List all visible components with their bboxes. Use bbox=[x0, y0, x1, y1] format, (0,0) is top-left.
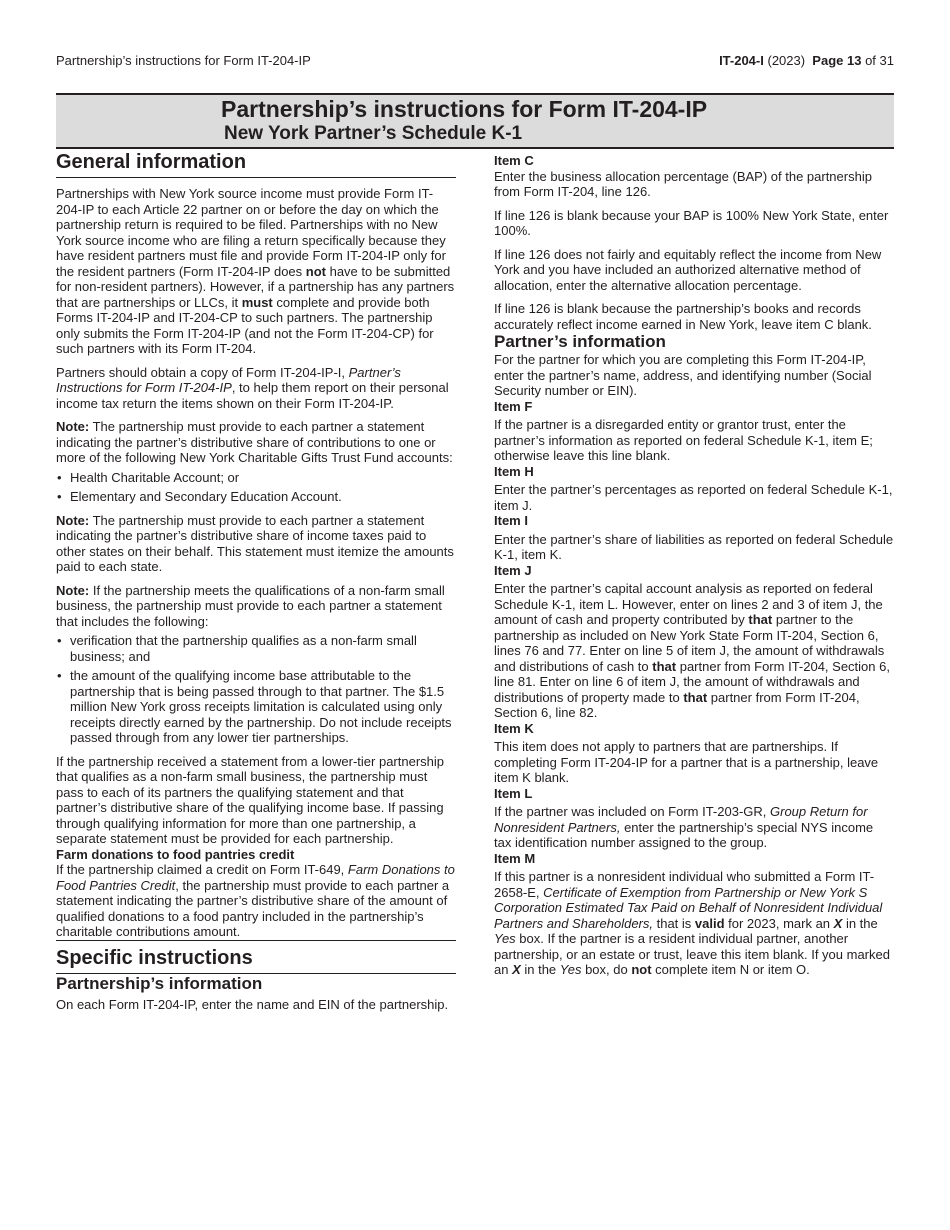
page-title: Partnership’s instructions for Form IT-204-IP bbox=[221, 96, 708, 122]
item-c-heading: Item C bbox=[494, 153, 534, 168]
general-paragraph-2: Partners should obtain a copy of Form IT-204-IP-I, Partner’s Instructions for Form IT-204-IP, to help them report on their personal income tax return the items shown on their Form IT-204-IP. bbox=[56, 364, 449, 411]
partnership-information-heading: Partnership’s information bbox=[56, 973, 263, 993]
partner-information-heading: Partner’s information bbox=[494, 332, 666, 351]
item-k-heading: Item K bbox=[494, 720, 534, 736]
item-l-heading: Item L bbox=[494, 785, 533, 801]
page-number: Page 13 bbox=[812, 53, 862, 68]
partnership-information-text: On each Form IT-204-IP, enter the name and EIN of the partnership. bbox=[56, 996, 449, 1012]
item-c-paragraph-2: If line 126 is blank because your BAP is 100% New York State, enter 100%. bbox=[494, 207, 889, 238]
lower-tier-paragraph: If the partnership received a statement from a lower-tier partnership that qualifies as a non-farm small business, the partnership must pass to each of its partners the qualifying statement and that partner’s distributive share of the qualifying income base. If passing through qualifying information for more than one partnership, a separate statement must be provided for each partnership. bbox=[56, 753, 445, 846]
list-item: • verification that the partnership qualifies as a non-farm small business; and bbox=[56, 633, 456, 664]
list-item: • Elementary and Secondary Education Account. bbox=[56, 489, 456, 505]
note-charitable-gifts: Note: The partnership must provide to each partner a statement indicating the partner’s distributive share of contributions to one or more of the following New York Charitable Gifts Trust Fund accounts: bbox=[56, 419, 453, 465]
item-c-paragraph-3: If line 126 does not fairly and equitably reflect the income from New York and you have included an authorized alternative method of allocation, enter the alternative allocation percentage. bbox=[494, 246, 882, 293]
title-banner bbox=[56, 93, 894, 149]
item-f-heading: Item F bbox=[494, 398, 533, 414]
note-non-farm-small-business: Note: If the partnership meets the qualifications of a non-farm small business, the partnership must provide to each partner a statement that includes the following: bbox=[56, 582, 445, 629]
general-information-heading: General information bbox=[56, 150, 456, 178]
page-total: of 31 bbox=[865, 53, 894, 68]
item-f-text: If the partner is a disregarded entity or grantor trust, enter the partner’s information as reported on federal Schedule K-1, item E; otherwise leave this line blank. bbox=[494, 417, 873, 463]
item-j-text: Enter the partner’s capital account analysis as reported on federal Schedule K-1, item L. However, enter on lines 2 and 3 of item J, the amount of cash and property contributed by that partner to the partnership as included on New York State Form IT-204, Section 6, lines 76 and 77. Enter on line 5 of item J, the amount of withdrawals and distributions of cash to that partner from Form IT-204, Section 6, line 81. Enter on line 6 of item J, the amount of withdrawals and distributions of property made to that partner from Form IT-204, Section 6, line 82. bbox=[494, 581, 890, 720]
running-header-page-info bbox=[719, 53, 894, 69]
item-h-text: Enter the partner’s percentages as reported on federal Schedule K-1, item J. bbox=[494, 482, 893, 513]
item-c-paragraph-1: Enter the business allocation percentage (BAP) of the partnership from Form IT-204, line 126. bbox=[494, 168, 872, 199]
item-c-paragraph-4: If line 126 is blank because the partnership’s books and records accurately reflect income earned in New York, leave item C blank. bbox=[494, 301, 872, 332]
farm-donations-heading: Farm donations to food pantries credit bbox=[56, 846, 295, 862]
non-farm-requirements-list bbox=[56, 633, 456, 746]
item-i-text: Enter the partner’s share of liabilities as reported on federal Schedule K-1, item K. bbox=[494, 531, 894, 562]
item-m-heading: Item M bbox=[494, 850, 536, 866]
general-paragraph-1: Partnerships with New York source income must provide Form IT-204-IP to each Article 22 partner on or before the day on which the partnership return is required to be filed. Partnerships with no New York source income who are filing a return specifically because they have resident partners must file and provide Form IT-204-IP only for the resident partners (Form IT-204-IP does not have to be submitted for non-resident partners). However, if a partnership has any partners that are partnerships or LLCs, it must complete and provide both Forms IT-204-IP and IT-204-CP to such partners. The partnership only submits the Form IT-204-IP (and not the Form IT-204-CP) for such partners with its Form IT-204. bbox=[56, 186, 455, 356]
item-m-text: If this partner is a nonresident individual who submitted a Form IT-2658-E, Certificate of Exemption from Partnership or New York S Corporation Estimated Tax Paid on Behalf of Nonresident Individual Partners and Shareholders, that is valid for 2023, mark an X in the Yes box. If the partner is a resident individual partner, another partnership, or an estate or trust, leave this item blank. If you marked an X in the Yes box, do not complete item N or item O. bbox=[494, 869, 890, 977]
left-column bbox=[56, 150, 456, 1012]
item-j-heading: Item J bbox=[494, 562, 532, 578]
right-column bbox=[494, 150, 894, 978]
form-year: (2023) bbox=[767, 53, 806, 68]
note-income-taxes: Note: The partnership must provide to each partner a statement indicating the partner’s distributive share of income taxes paid to other states on their behalf. This statement must itemize the amounts paid to each state. bbox=[56, 512, 454, 574]
charitable-accounts-list bbox=[56, 470, 456, 505]
item-h-heading: Item H bbox=[494, 463, 534, 479]
running-header-title: Partnership’s instructions for Form IT-204-IP bbox=[56, 53, 311, 68]
item-l-text: If the partner was included on Form IT-203-GR, Group Return for Nonresident Partners, enter the partnership’s special NYS income tax identification number assigned to the group. bbox=[494, 804, 874, 850]
specific-instructions-heading: Specific instructions bbox=[56, 940, 456, 974]
partner-information-text: For the partner for which you are completing this Form IT-204-IP, enter the partner’s name, address, and identifying number (Social Security number or EIN). bbox=[494, 352, 872, 398]
item-k-text: This item does not apply to partners that are partnerships. If completing Form IT-204-IP for a partner that is a partnership, leave item K blank. bbox=[494, 739, 879, 785]
page-subtitle: New York Partner’s Schedule K-1 bbox=[224, 123, 523, 144]
list-item: • Health Charitable Account; or bbox=[56, 470, 456, 486]
list-item: • the amount of the qualifying income base attributable to the partnership that is being passed through to that partner. The $1.5 million New York gross receipts limitation is calculated using only receipts directly earned by the partnership. Do not include receipts passed through from any lower tier partnerships. bbox=[56, 668, 456, 746]
farm-donations-text: If the partnership claimed a credit on Form IT-649, Farm Donations to Food Pantries Credit, the partnership must provide to each partner a statement indicating the partner’s distributive share of the amount of qualified donations to a food pantry included in the partnership’s charitable contributions amount. bbox=[56, 862, 455, 939]
item-i-heading: Item I bbox=[494, 513, 528, 528]
form-id: IT-204-I bbox=[719, 53, 764, 68]
